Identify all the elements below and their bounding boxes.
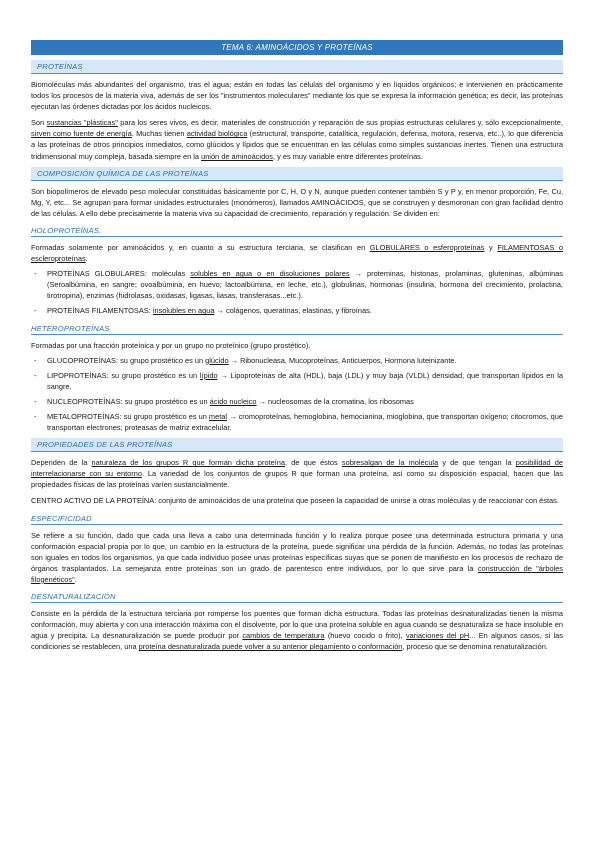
underlined-term: solubles en agua o en disoluciones polares xyxy=(190,269,350,279)
underlined-term: lípido xyxy=(199,370,218,380)
paragraph-heteroproteinas: Formadas por una fracción proteínica y por un grupo no proteínico (grupo prostético). xyxy=(31,340,311,350)
text-segment: . La variedad de los conjuntos de grupos R que forman una proteína, así como su disposición espacial, hacen que las propiedades físicas de las proteínas varíen sustancialmente. xyxy=(31,469,563,490)
subheading-heteroproteinas: HETEROPROTEÍNAS xyxy=(31,323,563,335)
underlined-term: glúcido xyxy=(205,355,229,365)
text-segment: Dependen de la xyxy=(31,458,92,468)
paragraph-propiedades xyxy=(31,457,563,490)
text-segment: (estructural, transporte, catalítica, regulación, defensa, motora, reserva, etc..), lo que diferencia a las proteínas de otros principios inmediatos, como glúcidos y lípidos que se encuentran en las células como simples sustancias inertes. Tienen una estructura tridimensional muy compleja, basada siempre en la xyxy=(31,129,563,161)
text-segment: → colágenos, queratinas, elastinas, y fibroínas. xyxy=(214,306,372,316)
document-page xyxy=(31,40,563,652)
list-item-globulares xyxy=(31,268,563,301)
text-segment: → Lipoproteínas de alta (HDL), baja (LDL) y muy baja (VLDL) densidad, que transportan lípidos en la sangre. xyxy=(47,370,563,391)
text-segment: LIPOPROTEÍNAS: su grupo prostético es un xyxy=(47,370,200,380)
paragraph-desnaturalizacion xyxy=(31,608,563,652)
underlined-term: variaciones del pH xyxy=(405,631,470,641)
text-segment: Formadas solamente por aminoácidos y, en cuanto a su estructura terciaria, se clasifican en xyxy=(31,242,370,252)
text-segment: . xyxy=(74,574,77,584)
text-segment: → proteminas, histonas, prolaminas, gluteninas, albúminas (Seroalbúmina, en sangre; ovoalbúmina, en huevo; lactoalbúmina, en leche, etc.), globulinas, hormonas (insulina, hormona del crecimiento, prolactina, tirotropina), enzimas (hidrolasas, oxidasas, ligasas, liasas, transferasas...etc.). xyxy=(47,269,563,301)
underlined-term: ácido nucleico xyxy=(209,396,257,406)
list-item-metaloproteinas xyxy=(31,411,563,433)
text-segment: → Ribonucleasa, Mucoproteínas, Anticuerpos, Hormona luteinizante. xyxy=(228,355,457,365)
list-holoproteinas xyxy=(31,268,563,316)
text-segment: y xyxy=(484,242,498,252)
text-segment: , y es muy variable entre diferentes proteínas. xyxy=(272,151,423,161)
list-item-filamentosas xyxy=(31,305,563,316)
subheading-holoproteinas: HOLOPROTEÍNAS. xyxy=(31,225,563,237)
text-segment: Son xyxy=(31,118,47,128)
underlined-term: construcción de "árboles filogenéticos" xyxy=(31,563,564,584)
underlined-term: GLOBULARES o esferoproteínas xyxy=(369,242,485,252)
underlined-term: unión de aminoácidos xyxy=(201,151,273,161)
list-heteroproteinas xyxy=(31,355,563,434)
text-segment: GLUCOPROTEÍNAS: su grupo prostético es un xyxy=(47,355,206,365)
text-segment: → cromoproteínas, hemoglobina, hemocianina, mioglobina, que transportan oxígeno; citocromos, que transportan electrones; proteasas de matriz extracelular. xyxy=(47,411,563,433)
paragraph-holoproteinas xyxy=(31,242,563,264)
paragraph-especificidad xyxy=(31,530,563,585)
paragraph-composicion: Son biopolímeros de elevado peso molecular constituidas básicamente por C, H, O y N, aunque pueden contener también S y P y, en menor proporción, Fe, Cu, Mg, Y, etc... Se agrupan para formar unidades estructurales (monómeros), llamados AMINOÁCIDOS, que se construyen y desmoronan con gran facilidad dentro de las células. A ello debe precisamente la materia viva su capacidad de crecimiento, reparación y regulación. Se dividen en: xyxy=(31,186,563,218)
underlined-term: FILAMENTOSAS o escleroproteínas xyxy=(31,242,563,264)
text-segment: ... En algunos casos, si las condiciones se restablecen, una xyxy=(31,631,563,652)
subheading-especificidad: ESPECIFICIDAD xyxy=(31,513,563,525)
list-item-lipoproteinas xyxy=(31,370,563,392)
list-item-glucoproteinas xyxy=(31,355,563,366)
underlined-term: cambios de temperatura xyxy=(242,631,325,641)
underlined-term: metal xyxy=(208,411,227,421)
subheading-desnaturalizacion: DESNATURALIZACIÓN xyxy=(31,591,563,603)
underlined-term: naturaleza de los grupos R que forman dicha proteína xyxy=(91,458,286,468)
text-segment: METALOPROTEÍNAS: su grupo prostético es un xyxy=(47,411,209,421)
underlined-term: actividad biológica xyxy=(186,129,248,139)
document-title: TEMA 6: AMINOÁCIDOS Y PROTEÍNAS xyxy=(31,40,563,55)
section-heading-composicion: COMPOSICIÓN QUÍMICA DE LAS PROTEÍNAS xyxy=(31,167,563,181)
underlined-term: sustancias "plásticas" xyxy=(46,118,118,128)
paragraph-proteinas-funciones xyxy=(31,117,563,161)
paragraph-proteinas-intro: Biomoléculas más abundantes del organismo, tras el agua; están en todas las células del organismo y en líquidos orgánicos; e intervienen en prácticamente todos los procesos de la materia viva, además de ser los "instrumentos moleculares" mediante los que se expresa la información genética; es decir, las proteínas ejecutan las órdenes dictadas por los ácidos nucleicos. xyxy=(31,80,563,112)
text-segment: , de que éstos xyxy=(285,458,342,468)
text-segment: PROTEÍNAS FILAMENTOSAS: xyxy=(47,306,153,316)
section-heading-propiedades: PROPIEDADES DE LAS PROTEÍNAS xyxy=(31,438,563,452)
text-segment: , proceso que se denomina renaturalización. xyxy=(402,642,548,652)
underlined-term: insolubles en agua xyxy=(152,306,215,316)
underlined-term: sirven como fuente de energía xyxy=(31,129,132,139)
text-segment: NUCLEOPROTEÍNAS: su grupo prostético es un xyxy=(47,396,210,406)
text-segment: PROTEÍNAS GLOBULARES: moléculas xyxy=(47,269,191,279)
text-segment: (huevo cocido o frito), xyxy=(324,631,406,641)
underlined-term: posibilidad de interrelacionarse con su entorno xyxy=(31,458,564,479)
text-segment: . Muchas tienen xyxy=(131,129,187,139)
paragraph-centro-activo: CENTRO ACTIVO DE LA PROTEÍNA: conjunto de aminoácidos de una proteína que poseen la capacidad de unirse a otras moléculas y de reaccionar con éstas. xyxy=(31,496,559,506)
text-segment: Consiste en la pérdida de la estructura terciaria por romperse los puentes que forman dicha estructura. Todas las proteínas desnaturalizadas tienen la misma conformación, muy abierta y con una interacción máxima con el disolvente, por lo que una proteína soluble en agua cuando se desnaturaliza se hace insoluble en agua y precipita. La desnaturalización se puede producir por xyxy=(31,609,563,641)
underlined-term: proteína desnaturalizada puede volver a su anterior plegamiento o conformación xyxy=(138,642,403,652)
section-heading-proteinas: PROTEÍNAS xyxy=(31,60,563,74)
text-segment: Se refiere a su función, dado que cada una lleva a cabo una determinada función y lo realiza porque posee una determinada estructura primaria y una conformación espacial propia por lo que, un cambio en la estructura de la proteína, puede significar una pérdida de la función. Además, no todas las proteínas son iguales en todos los organismos, ya que cada individuo posee unas proteínas específicas suyas que se ponen de manifiesto en los procesos de rechazo de órganos trasplantados. La semejanza entre proteínas son un grado de parentesco entre individuos, por lo que sirve para la xyxy=(31,530,563,573)
text-segment: → nucleosomas de la cromatina, los ribosomas xyxy=(256,396,414,406)
list-item-nucleoproteinas xyxy=(31,396,563,407)
text-segment: para los seres vivos, es decir, materiales de construcción y reparación de sus propias estructuras celulares y, sólo excepcionalmente, xyxy=(117,118,563,128)
text-segment: y de que tengan la xyxy=(438,458,516,468)
underlined-term: sobresalgan de la molécula xyxy=(341,458,439,468)
text-segment: . xyxy=(85,254,88,264)
